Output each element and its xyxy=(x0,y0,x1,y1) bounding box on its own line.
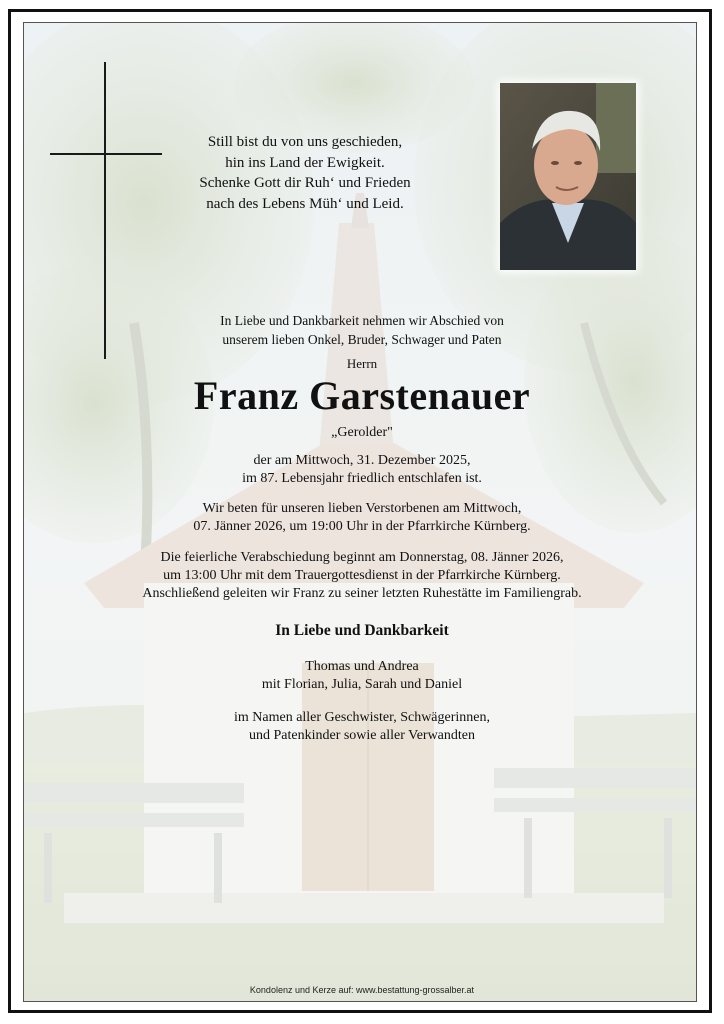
portrait-photo xyxy=(500,83,636,270)
family-line: mit Florian, Julia, Sarah und Daniel xyxy=(261,677,463,692)
farewell-notice xyxy=(0,549,724,603)
relatives-line: im Namen aller Geschwister, Schwägerinnen, xyxy=(233,710,491,725)
closing-heading: In Liebe und Dankbarkeit xyxy=(275,622,449,639)
verse-line: Still bist du von uns geschieden, xyxy=(207,134,403,150)
condolence-footer-link[interactable]: Kondolenz und Kerze auf: www.bestattung-grossalber.at xyxy=(249,985,475,995)
deceased-name: Franz Garstenauer xyxy=(193,373,531,418)
memorial-verse xyxy=(180,132,430,214)
relatives-line: und Patenkinder sowie aller Verwandten xyxy=(248,728,475,743)
prayer-line: Wir beten für unseren lieben Verstorbenen am Mittwoch, xyxy=(202,501,522,516)
relatives-note xyxy=(0,709,724,745)
prayer-line: 07. Jänner 2026, um 19:00 Uhr in der Pfarrkirche Kürnberg. xyxy=(193,519,531,534)
intro-line: In Liebe und Dankbarkeit nehmen wir Abschied von xyxy=(220,313,504,328)
farewell-line: Anschließend geleiten wir Franz zu seiner letzten Ruhestätte im Familiengrab. xyxy=(142,586,582,601)
family-line: Thomas und Andrea xyxy=(305,659,419,674)
salutation: Herrn xyxy=(346,356,378,371)
intro-line: unserem lieben Onkel, Bruder, Schwager und Paten xyxy=(222,332,502,347)
farewell-line: um 13:00 Uhr mit dem Trauergottesdienst in der Pfarrkirche Kürnberg. xyxy=(163,568,561,583)
nickname: „Gerolder" xyxy=(331,425,393,440)
death-line: im 87. Lebensjahr friedlich entschlafen ist. xyxy=(242,471,482,486)
prayer-notice xyxy=(0,500,724,536)
intro-text xyxy=(0,311,724,349)
verse-line: nach des Lebens Müh‘ und Leid. xyxy=(206,195,404,212)
family-names xyxy=(0,658,724,694)
verse-line: hin ins Land der Ewigkeit. xyxy=(225,154,385,171)
death-notice xyxy=(0,452,724,488)
farewell-line: Die feierliche Verabschiedung beginnt am Donnerstag, 08. Jänner 2026, xyxy=(160,550,564,565)
verse-line: Schenke Gott dir Ruh‘ und Frieden xyxy=(199,175,411,191)
death-line: der am Mittwoch, 31. Dezember 2025, xyxy=(253,453,471,468)
